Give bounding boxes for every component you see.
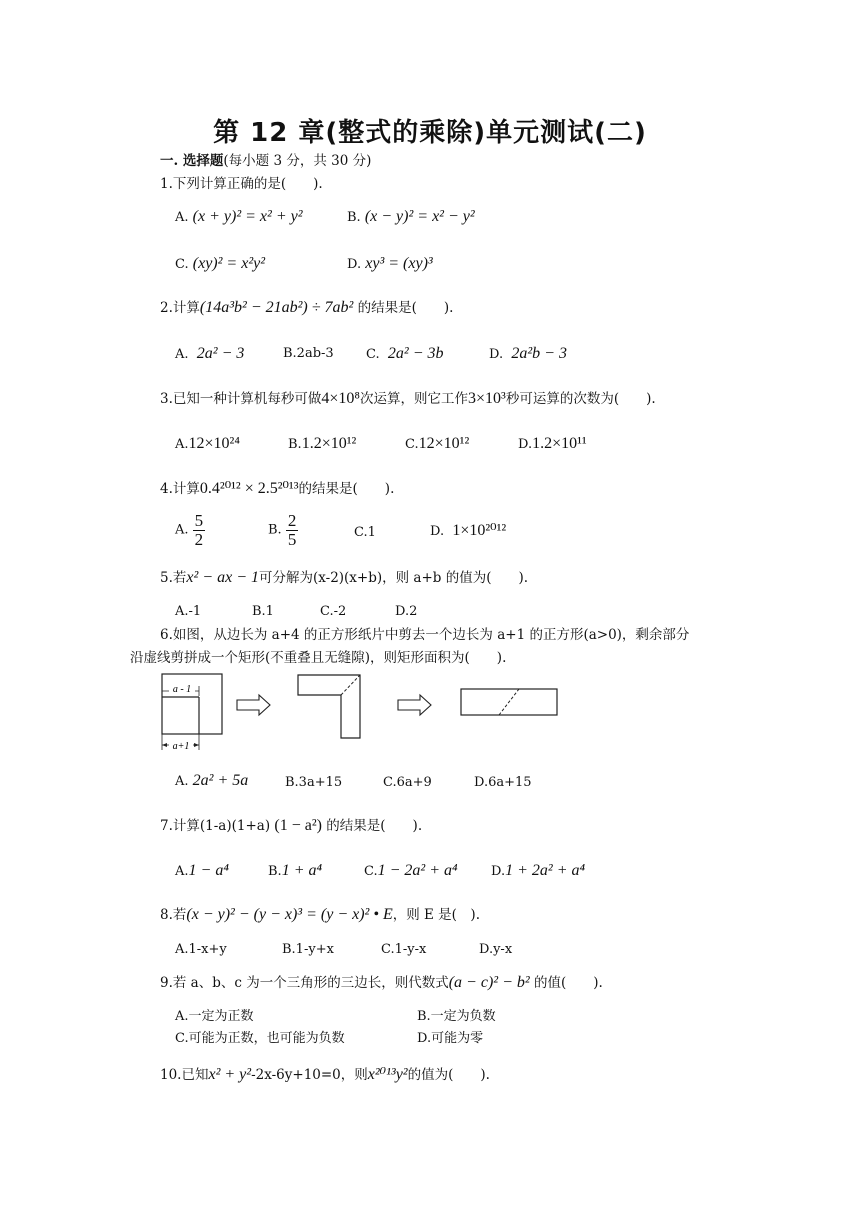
question-3-option-b: [288, 435, 356, 454]
denominator: 5: [287, 530, 297, 549]
stem-text: ，则 E 是( ).: [392, 907, 480, 923]
option-label: C.: [364, 864, 378, 879]
stem-text: -2x-6y+10=0，则: [251, 1067, 368, 1083]
numerator: 2: [287, 511, 297, 530]
option-label: C.: [405, 437, 419, 452]
question-8-option-c: C.1-y-x: [381, 942, 427, 957]
option-math: (x − y)² = x² − y²: [364, 208, 475, 225]
option-label: A.: [175, 774, 189, 789]
stem-text: 秒可运算的次数为( ).: [505, 391, 656, 407]
question-8-option-b: B.1-y+x: [282, 942, 334, 957]
stem-text: 8.若: [160, 907, 187, 923]
question-6-stem-line1: 6.如图，从边长为 a+4 的正方形纸片中剪去一个边长为 a+1 的正方形(a>0)，剩余部分: [160, 627, 690, 643]
stem-text: 7.计算(1-a)(1+a): [160, 818, 271, 834]
stem-math: 4×10⁸: [321, 390, 360, 407]
option-math: xy³ = (xy)³: [365, 255, 433, 272]
arrowhead-right: [194, 743, 199, 747]
question-5-option-a: A.-1: [175, 604, 202, 619]
question-7-option-b: [268, 862, 322, 881]
question-4-option-b: [268, 512, 298, 549]
question-1-option-d: [347, 255, 433, 274]
stem-text: 9.若 a、b、c 为一个三角形的三边长，则代数式: [160, 975, 449, 991]
question-1-option-c: [175, 255, 265, 274]
stem-math: 0.4²⁰¹² × 2.5²⁰¹³: [199, 480, 299, 497]
stem-math: x²⁰¹³y²: [367, 1066, 408, 1083]
question-2-option-b: B.2ab-3: [283, 346, 334, 361]
option-label: D.: [491, 864, 506, 879]
stem-math: 3×10³: [468, 390, 506, 407]
stem-text: 的值为( ).: [407, 1067, 490, 1083]
option-label: B.: [268, 522, 282, 538]
page-title: 第 12 章(整式的乘除)单元测试(二): [213, 118, 647, 148]
fraction: [286, 512, 299, 549]
question-3-option-a: [175, 435, 240, 454]
question-4-option-d: [430, 522, 506, 541]
question-2-stem: [160, 299, 453, 317]
denominator: 2: [194, 530, 204, 549]
stem-text: 4.计算: [160, 481, 200, 497]
question-10-stem: [160, 1066, 490, 1084]
stem-text: 10.已知: [160, 1067, 209, 1083]
option-label: B.: [347, 210, 361, 225]
stem-text: 的值( ).: [533, 975, 603, 991]
question-5-option-b: B.1: [252, 604, 274, 619]
question-4-stem: [160, 480, 394, 498]
question-9-option-c: C.可能为正数，也可能为负数: [175, 1031, 345, 1046]
question-8-option-a: A.1-x+y: [175, 942, 227, 957]
option-label: D.: [430, 524, 445, 539]
option-label: B.: [268, 864, 282, 879]
rectangle-cut-line: [499, 689, 519, 715]
question-4-option-c: C.1: [354, 525, 376, 540]
option-math: 2a² − 3: [196, 345, 245, 362]
stem-text: 5.若: [160, 570, 187, 586]
option-label: A.: [175, 864, 189, 879]
question-1-option-b: [347, 208, 475, 227]
stem-text: 的结果是( ).: [298, 481, 395, 497]
question-7-option-a: [175, 862, 229, 881]
stem-text: 可分解为(x-2)(x+b)，则 a+b 的值为( ).: [258, 570, 529, 586]
option-math: 12×10²⁴: [188, 435, 240, 452]
option-math: 1.2×10¹¹: [532, 435, 587, 452]
question-5-stem: [160, 569, 528, 587]
section-heading: [160, 152, 371, 170]
question-6-option-d: D.6a+15: [474, 775, 532, 790]
question-1-option-a: [175, 208, 303, 227]
question-7-option-c: [364, 862, 458, 881]
l-shape: [298, 675, 360, 738]
option-math: 1 − a⁴: [188, 862, 229, 879]
question-3-stem: [160, 390, 656, 408]
question-7-option-d: [491, 862, 585, 881]
question-6-figure: [155, 668, 575, 756]
option-label: C.: [366, 347, 380, 362]
stem-math: x² + y²: [208, 1066, 252, 1083]
question-9-option-b: B.一定为负数: [417, 1009, 496, 1024]
option-label: C.: [175, 257, 189, 272]
question-9-option-d: D.可能为零: [417, 1031, 484, 1046]
question-5-option-c: C.-2: [320, 604, 347, 619]
stem-math: (x − y)² − (y − x)³ = (y − x)² • E: [186, 906, 393, 923]
question-3-option-d: [518, 435, 587, 454]
section-heading-note: (每小题 3 分，共 30 分): [223, 153, 372, 169]
option-label: D.: [518, 437, 533, 452]
fraction: [193, 512, 206, 549]
l-shape-cut-line: [341, 675, 360, 695]
stem-text: 3.已知一种计算机每秒可做: [160, 391, 322, 407]
option-math: 1 − 2a² + a⁴: [377, 862, 458, 879]
stem-math: (a − c)² − b²: [448, 974, 530, 991]
option-math: 12×10¹²: [418, 435, 470, 452]
question-6-option-a: [175, 772, 248, 791]
option-math: 1 + a⁴: [281, 862, 323, 879]
question-2-option-d: [489, 345, 567, 364]
question-6-stem-line2: 沿虚线剪拼成一个矩形(不重叠且无缝隙)，则矩形面积为( ).: [130, 650, 507, 666]
question-2-option-a: [175, 345, 244, 364]
question-4-option-a: [175, 512, 205, 549]
stem-text: 2.计算: [160, 300, 200, 316]
arrow-1-icon: [237, 695, 270, 715]
stem-text: 的结果是( ).: [357, 300, 454, 316]
question-2-option-c: [366, 345, 443, 364]
question-7-stem: [160, 817, 422, 835]
stem-math: x² − ax − 1: [186, 569, 259, 586]
stem-math: (1 − a²): [274, 817, 322, 834]
arrowhead-left: [162, 743, 167, 747]
option-label: A.: [175, 437, 189, 452]
question-9-stem: [160, 974, 603, 992]
option-label: A.: [175, 347, 189, 362]
option-math: 1.2×10¹²: [301, 435, 357, 452]
option-math: 2a² + 5a: [192, 772, 249, 789]
option-label: D.: [489, 347, 504, 362]
question-8-option-d: D.y-x: [479, 942, 513, 957]
question-1-stem: 1.下列计算正确的是( ).: [160, 176, 323, 192]
option-math: 1×10²⁰¹²: [452, 522, 507, 539]
stem-text: 次运算，则它工作: [360, 391, 468, 407]
option-label: D.: [347, 257, 362, 272]
numerator: 5: [194, 511, 204, 530]
top-dimension-label: a - 1: [172, 684, 192, 695]
option-math: 2a² − 3b: [387, 345, 444, 362]
option-math: (xy)² = x²y²: [192, 255, 266, 272]
question-5-option-d: D.2: [395, 604, 418, 619]
question-3-option-c: [405, 435, 469, 454]
question-6-option-b: B.3a+15: [285, 775, 343, 790]
option-label: A.: [175, 210, 189, 225]
stem-text: 的结果是( ).: [326, 818, 423, 834]
section-heading-label: 一. 选择题: [160, 153, 224, 169]
option-math: 1 + 2a² + a⁴: [505, 862, 586, 879]
option-label: B.: [288, 437, 302, 452]
question-8-stem: [160, 906, 480, 924]
option-math: (x + y)² = x² + y²: [192, 208, 303, 225]
question-6-option-c: C.6a+9: [383, 775, 432, 790]
option-math: 2a²b − 3: [511, 345, 567, 362]
bottom-dimension-label: a+1: [172, 741, 190, 752]
option-label: A.: [175, 522, 189, 538]
stem-math: (14a³b² − 21ab²) ÷ 7ab²: [199, 299, 354, 316]
question-9-option-a: A.一定为正数: [175, 1009, 254, 1024]
arrow-2-icon: [398, 695, 431, 715]
